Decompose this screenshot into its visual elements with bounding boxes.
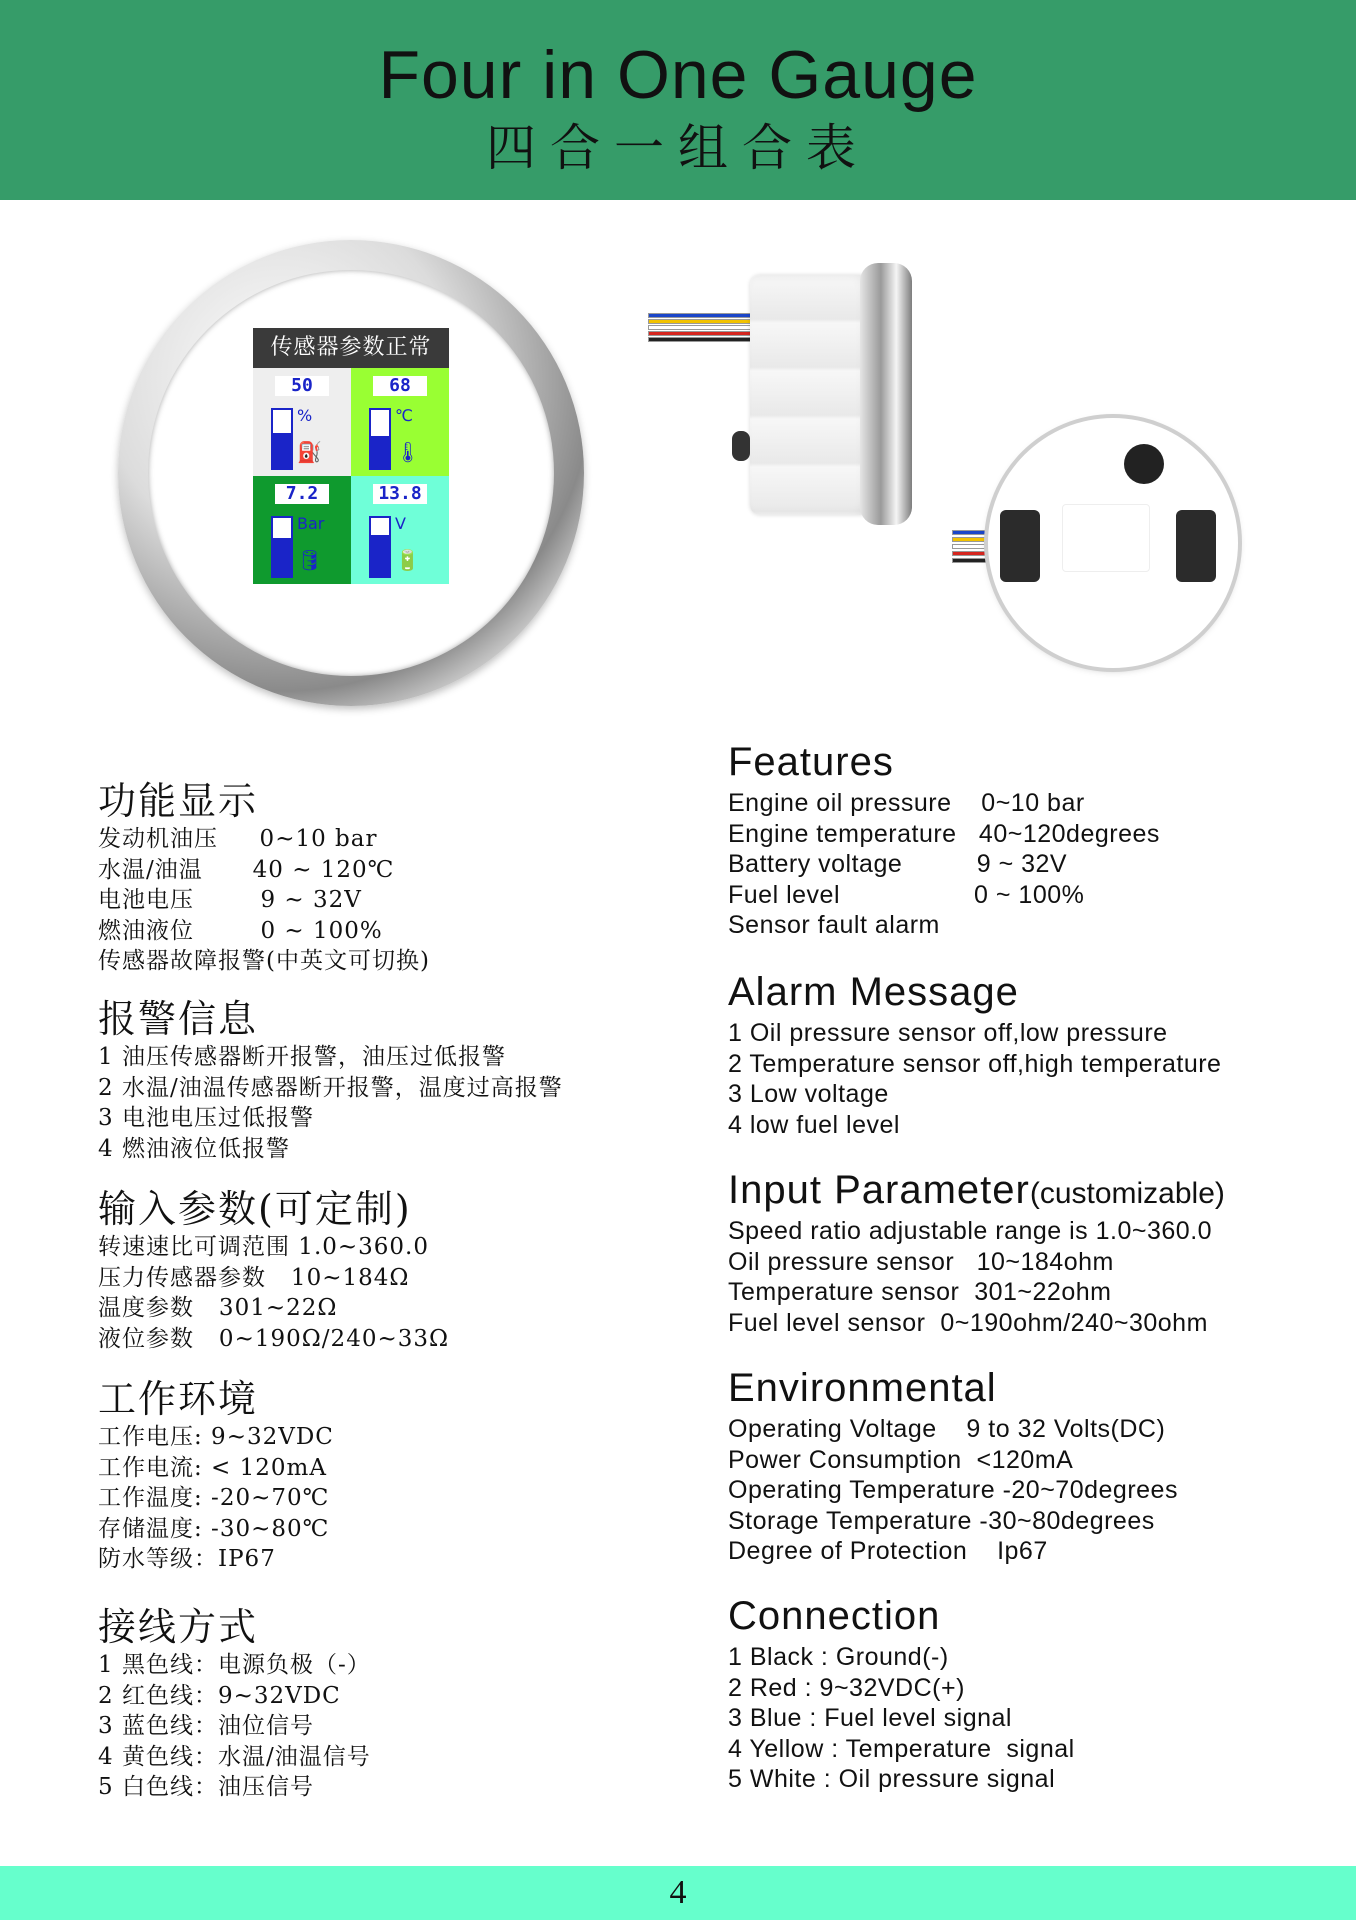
cn-section-wiring [98,1604,688,1803]
back-button [1124,444,1164,484]
en-section-title-text: Features [728,740,894,784]
back-label [1062,504,1150,572]
en-section-features [728,740,1338,941]
gauge-button [732,431,750,461]
water-temperature-cell [351,368,449,476]
en-section-title [728,1168,1338,1216]
page-title-en: Four in One Gauge [378,37,978,113]
en-section-connection [728,1594,1338,1795]
gauge-housing [750,275,870,515]
en-section-title-suffix: (customizable) [1029,1177,1225,1210]
wire-4 [648,331,752,336]
en-line: 3 Low voltage [728,1080,889,1108]
footer-bar [0,1866,1356,1920]
en-line: 2 Temperature sensor off,high temperature [728,1049,1222,1078]
cn-section-title: 报警信息 [98,997,259,1041]
oil-pressure-value: 7.2 [275,484,329,504]
wire-connector [1000,510,1040,582]
cn-line: 5 白色线：油压信号 [98,1774,314,1800]
en-section-title-text: Alarm Message [728,970,1019,1014]
en-section-input-params [728,1168,1338,1338]
en-line: Power Consumption <120mA [728,1445,1074,1474]
cn-line: 液位参数 0~190Ω/240~33Ω [98,1325,450,1352]
oil-pressure-cell [253,476,351,584]
en-line: 2 Red : 9~32VDC(+) [728,1673,965,1702]
en-section-environmental [728,1366,1338,1567]
fuel-level-cell [253,368,351,476]
en-line: Storage Temperature -30~80degrees [728,1506,1155,1535]
cn-line: 2 红色线：9~32VDC [98,1682,341,1709]
cn-line: 燃油液位 0 ~ 100% [98,917,383,944]
oil-pressure-icon: 🛢 [297,548,323,572]
wire-3 [648,325,752,330]
cn-line: 电池电压 9 ~ 32V [98,887,362,913]
water-temperature-bar [369,408,391,470]
en-section-title-text: Connection [728,1594,941,1638]
en-line: Engine oil pressure 0~10 bar [728,789,1085,817]
cn-line: 1 黑色线：电源负极（-） [98,1652,371,1678]
cn-line: 水温/油温 40 ~ 120℃ [98,856,395,883]
en-line: Temperature sensor 301~22ohm [728,1278,1112,1306]
en-line: 5 White : Oil pressure signal [728,1765,1056,1793]
battery-voltage-unit: V [395,514,406,533]
cn-section-title: 工作环境 [98,1377,259,1421]
cn-section-alarms [98,996,688,1164]
page-title-cn: 四合一组合表 [486,119,870,177]
oil-pressure-bar-fill [273,538,291,576]
cn-line: 存储温度: -30~80℃ [98,1515,330,1542]
cn-line: 4 燃油液位低报警 [98,1135,290,1162]
cn-line: 发动机油压 0~10 bar [98,826,378,852]
cn-line: 工作电压: 9~32VDC [98,1424,334,1450]
en-line: Oil pressure sensor 10~184ohm [728,1247,1114,1276]
en-section-title [728,1366,1338,1414]
en-line: 4 Yellow : Temperature signal [728,1734,1075,1763]
battery-voltage-bar [369,516,391,578]
fuel-level-value: 50 [275,376,329,396]
en-line: 3 Blue : Fuel level signal [728,1704,1012,1732]
en-line: 1 Oil pressure sensor off,low pressure [728,1019,1168,1047]
cn-line: 4 黄色线：水温/油温信号 [98,1743,371,1770]
wire-5 [648,337,752,342]
en-line: Sensor fault alarm [728,911,940,939]
cn-section-title: 接线方式 [98,1605,259,1649]
oil-pressure-bar [271,516,293,578]
cn-line: 温度参数 301~22Ω [98,1295,338,1321]
bracket-mount [1176,510,1216,582]
water-temperature-unit: ℃ [395,406,413,425]
cn-line: 防水等级：IP67 [98,1546,276,1572]
cn-section-functions [98,778,688,977]
fuel-level-unit: % [297,406,313,425]
cn-section-title: 功能显示 [98,779,259,823]
water-temperature-icon: 🌡 [395,440,421,464]
en-line: Operating Voltage 9 to 32 Volts(DC) [728,1415,1166,1443]
cn-section-environment [98,1376,688,1575]
en-line: Battery voltage 9 ~ 32V [728,850,1068,878]
oil-pressure-unit: Bar [297,514,325,533]
header-banner [0,0,1356,200]
en-section-title [728,740,1338,788]
cn-line: 3 蓝色线：油位信号 [98,1713,314,1739]
cn-line: 工作电流: < 120mA [98,1454,327,1481]
cn-line: 1 油压传感器断开报警，油压过低报警 [98,1044,506,1070]
en-line: Fuel level 0 ~ 100% [728,880,1085,909]
gauge-display-screen [253,328,449,584]
water-temperature-value: 68 [373,376,427,396]
en-line: Operating Temperature -20~70degrees [728,1476,1178,1504]
en-section-title-text: Environmental [728,1366,997,1410]
wire-2 [648,319,752,324]
page-number: 4 [669,1874,687,1911]
en-section-title [728,1594,1338,1642]
wire-1 [648,313,752,318]
gauge-back-image [988,418,1238,668]
cn-section-input-params [98,1186,688,1354]
battery-voltage-bar-fill [371,535,389,576]
screen-status-text: 传感器参数正常 [253,328,449,368]
cn-line: 3 电池电压过低报警 [98,1105,314,1131]
en-line: Degree of Protection Ip67 [728,1537,1048,1565]
fuel-pump-icon: ⛽ [297,440,322,464]
en-line: Engine temperature 40~120degrees [728,819,1160,848]
cn-line: 2 水温/油温传感器断开报警，温度过高报警 [98,1074,563,1101]
en-line: 4 low fuel level [728,1110,900,1139]
battery-voltage-value: 13.8 [373,484,427,504]
cn-line: 压力传感器参数 10~184Ω [98,1264,410,1291]
gauge-side-image [640,255,940,545]
en-line: 1 Black : Ground(-) [728,1643,949,1671]
en-section-alarms [728,970,1338,1140]
battery-voltage-cell [351,476,449,584]
water-temperature-bar-fill [371,436,389,468]
side-wire-harness [648,313,752,333]
cn-line: 转速速比可调范围 1.0~360.0 [98,1234,430,1260]
gauge-bezel-side [860,263,912,525]
en-section-title [728,970,1338,1018]
battery-icon: 🔋 [395,548,420,572]
fuel-level-bar-fill [273,433,291,468]
en-section-title-text: Input Parameter [728,1168,1030,1212]
cn-line: 工作温度: -20~70℃ [98,1485,330,1511]
cn-section-title: 输入参数(可定制) [98,1187,412,1231]
cn-line: 传感器故障报警(中英文可切换) [98,948,430,974]
en-line: Fuel level sensor 0~190ohm/240~30ohm [728,1308,1208,1337]
en-line: Speed ratio adjustable range is 1.0~360.0 [728,1217,1213,1245]
fuel-level-bar [271,408,293,470]
